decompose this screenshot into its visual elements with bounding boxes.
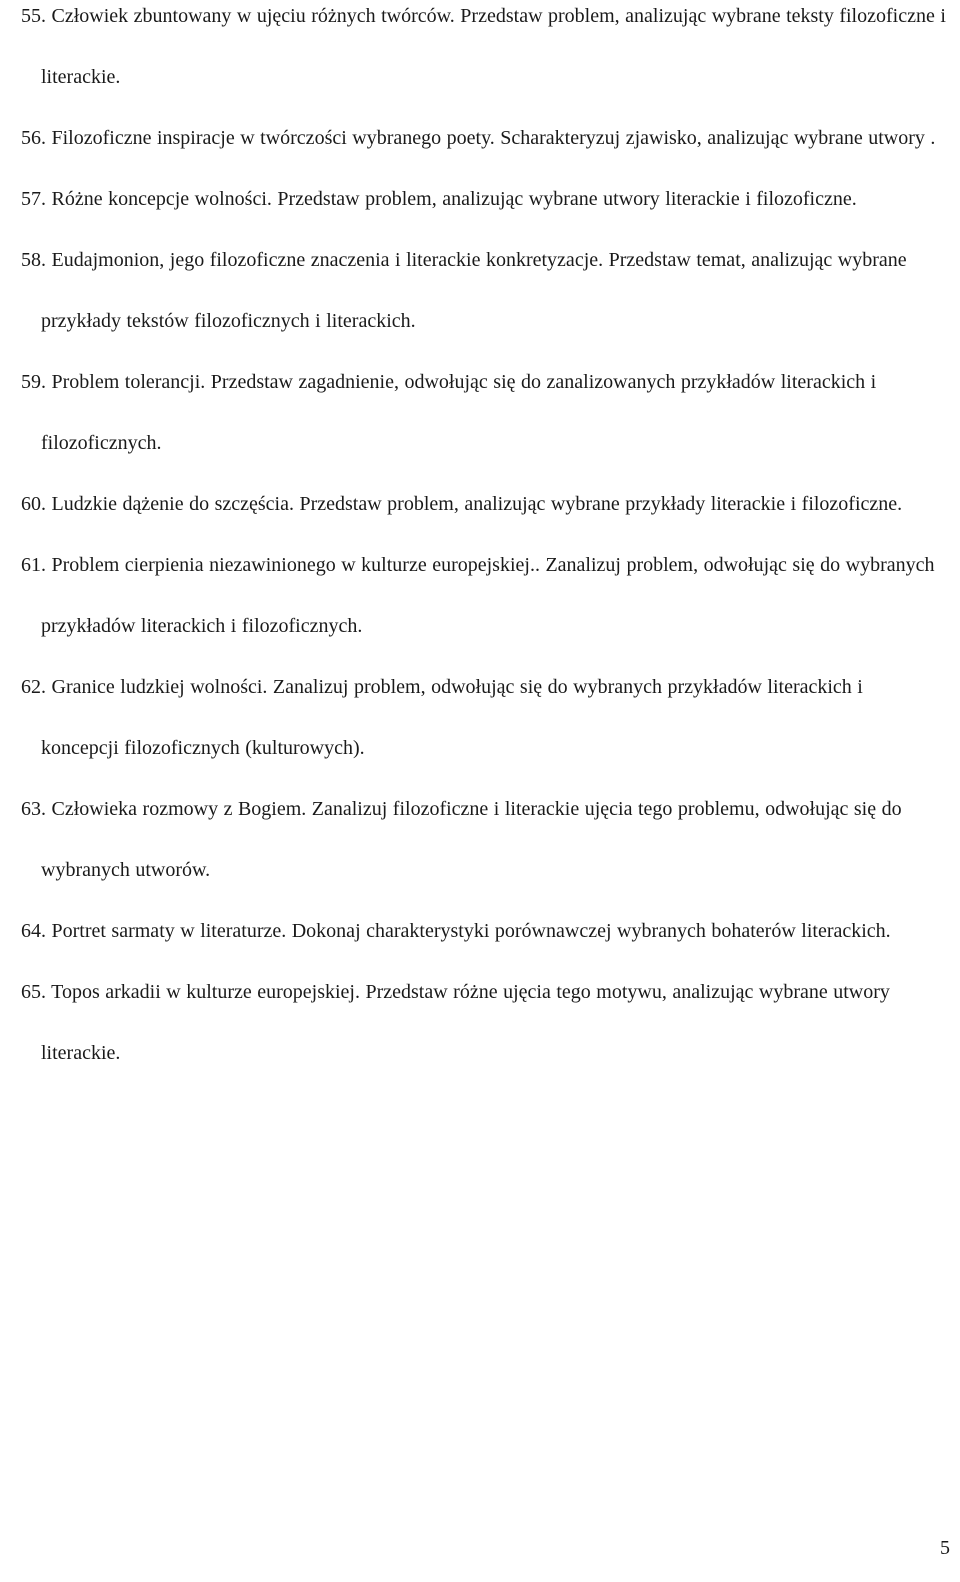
topic-item-64: 64. Portret sarmaty w literaturze. Dokonaj charakterystyki porównawczej wybranych bohaterów literackich. — [21, 920, 891, 942]
topic-item-56: 56. Filozoficzne inspiracje w twórczości wybranego poety. Scharakteryzuj zjawisko, analizując wybrane utwory . — [21, 127, 936, 149]
topic-item-60: 60. Ludzkie dążenie do szczęścia. Przedstaw problem, analizując wybrane przykłady literackie i filozoficzne. — [21, 493, 903, 515]
topic-item-58: 58. Eudajmonion, jego filozoficzne znaczenia i literackie konkretyzacje. Przedstaw temat, analizując wybrane przykłady tekstów filozoficznych i literackich. — [21, 249, 907, 332]
topic-item-59: 59. Problem tolerancji. Przedstaw zagadnienie, odwołując się do zanalizowanych przykładów literackich i filozoficznych. — [21, 371, 877, 454]
topic-list — [21, 0, 946, 1084]
topic-item-62: 62. Granice ludzkiej wolności. Zanalizuj problem, odwołując się do wybranych przykładów literackich i koncepcji filozoficznych (kulturowych). — [21, 676, 863, 759]
topic-item-57: 57. Różne koncepcje wolności. Przedstaw problem, analizując wybrane utwory literackie i filozoficzne. — [21, 188, 857, 210]
topic-item-63: 63. Człowieka rozmowy z Bogiem. Zanalizuj filozoficzne i literackie ujęcia tego problemu, odwołując się do wybranych utworów. — [21, 798, 902, 881]
topic-item-55: 55. Człowiek zbuntowany w ujęciu różnych twórców. Przedstaw problem, analizując wybrane teksty filozoficzne i literackie. — [21, 5, 946, 88]
topic-item-61: 61. Problem cierpienia niezawinionego w kulturze europejskiej.. Zanalizuj problem, odwołując się do wybranych przykładów literackich i filozoficznych. — [21, 554, 935, 637]
page-number: 5 — [940, 1537, 950, 1559]
topic-item-65: 65. Topos arkadii w kulturze europejskiej. Przedstaw różne ujęcia tego motywu, analizując wybrane utwory literackie. — [21, 981, 890, 1064]
